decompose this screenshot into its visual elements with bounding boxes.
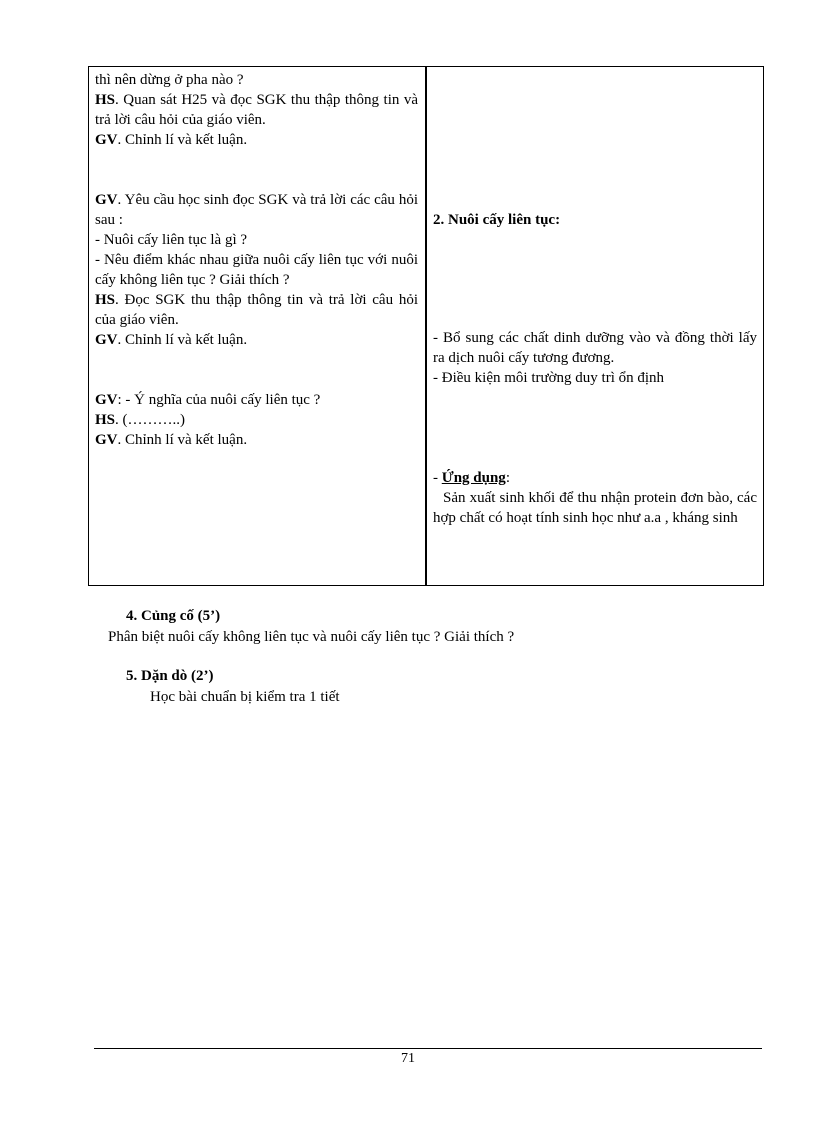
right-application-text: Sản xuất sinh khối để thu nhận protein đơn bào, các hợp chất có hoạt tính sinh học như a.a , kháng sinh [433, 490, 757, 526]
left-line-7: HS. Đọc SGK thu thập thông tin và trả lời câu hỏi của giáo viên. [95, 292, 418, 328]
left-line-5: - Nuôi cấy liên tục là gì ? [95, 232, 248, 248]
right-point-2: - Điều kiện môi trường duy trì ổn định [433, 370, 665, 386]
table-column-divider [425, 66, 427, 586]
left-line-11: GV. Chỉnh lí và kết luận. [95, 432, 248, 448]
section-5-text: Học bài chuẩn bị kiểm tra 1 tiết [150, 689, 340, 705]
left-line-6: - Nêu điểm khác nhau giữa nuôi cấy liên tục với nuôi cấy không liên tục ? Giải thích ? [95, 252, 418, 288]
footer-rule [94, 1048, 762, 1049]
left-line-8: GV. Chỉnh lí và kết luận. [95, 332, 248, 348]
section-4-text: Phân biệt nuôi cấy không liên tục và nuôi cấy liên tục ? Giải thích ? [108, 629, 515, 645]
left-line-4: GV. Yêu cầu học sinh đọc SGK và trả lời các câu hỏi sau : [95, 192, 418, 228]
section-5-title: 5. Dặn dò (2’) [126, 668, 214, 684]
left-column [95, 70, 418, 450]
right-application-label: - Ứng dụng: [433, 470, 510, 486]
left-line-10: HS. (………..) [95, 412, 186, 428]
section-4-title: 4. Củng cố (5’) [126, 608, 221, 624]
left-line-3: GV. Chỉnh lí và kết luận. [95, 132, 248, 148]
right-heading: 2. Nuôi cấy liên tục: [433, 212, 561, 228]
left-line-1: thì nên dừng ở pha nào ? [95, 72, 244, 88]
left-line-2: HS. Quan sát H25 và đọc SGK thu thập thông tin và trả lời câu hỏi của giáo viên. [95, 92, 418, 128]
right-point-1: - Bổ sung các chất dinh dưỡng vào và đồng thời lấy ra dịch nuôi cấy tương đương. [433, 330, 757, 366]
left-line-9: GV: - Ý nghĩa của nuôi cấy liên tục ? [95, 392, 321, 408]
page-number: 71 [401, 1051, 415, 1066]
